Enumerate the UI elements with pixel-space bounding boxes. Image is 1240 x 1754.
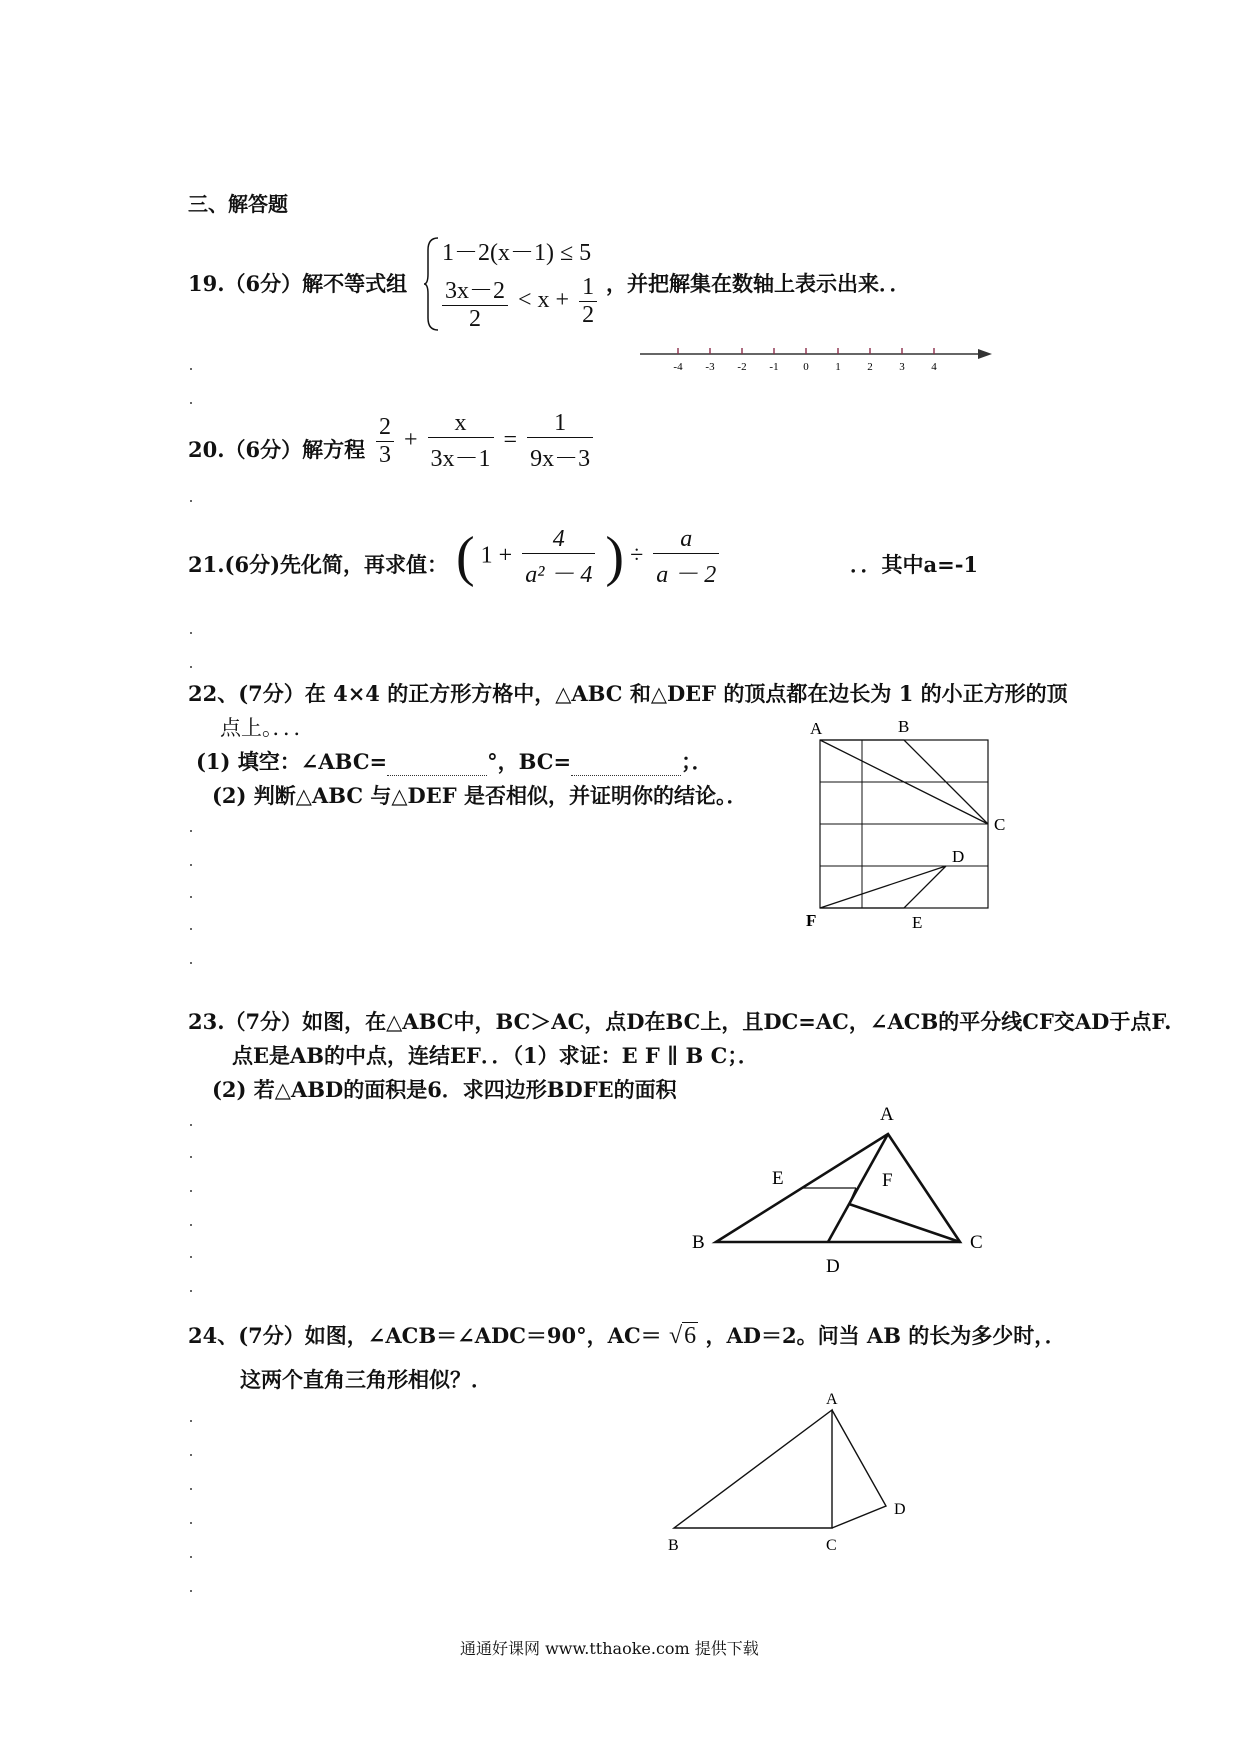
number-line-tick-label: 4	[931, 361, 937, 373]
q22-line-1: 22、(7分）在 4×4 的正方形方格中，△ABC 和△DEF 的顶点都在边长为 1 的小正方形的顶	[188, 681, 1068, 706]
q24-triangle-figure	[650, 1380, 940, 1560]
q22-line-4: (2) 判断△ABC 与△DEF 是否相似，并证明你的结论。．	[212, 783, 748, 808]
margin-dot	[190, 368, 192, 370]
margin-dot	[190, 1256, 192, 1258]
q22-label-E: E	[912, 913, 923, 932]
q20-frac-3: $\frac{1}{9x-3}$	[527, 410, 593, 473]
number-line-tick-label: -3	[705, 361, 715, 373]
margin-dot	[190, 1224, 192, 1226]
q23-line-1: 23.（7分）如图，在△ABC中，BC＞AC，点D在BC上，且DC=AC，∠ACB的平分线CF交AD于点F.	[188, 1009, 1172, 1034]
section-title: 三、解答题	[188, 192, 288, 216]
q22-grid-figure	[800, 720, 1020, 940]
margin-dot	[190, 928, 192, 930]
q22-fill-abc-label: (1) 填空：∠ABC=	[196, 749, 388, 774]
q21-label: 21.(6分)先化简，再求值：	[188, 552, 449, 577]
q22-label-C: C	[994, 815, 1006, 834]
q24-line-1	[188, 1320, 1066, 1350]
q22-label-F: F	[806, 911, 817, 930]
q19-frac-2: $\frac{1}{2}$	[579, 274, 597, 329]
q19-frac-1: $\frac{3x-2}{2}$	[442, 270, 508, 333]
margin-dot	[190, 896, 192, 898]
q19-ineq-2	[438, 270, 601, 333]
q20-equation	[372, 410, 597, 473]
number-line-tick-label: -4	[673, 361, 683, 373]
q21-tail: ．．其中a=-1	[850, 552, 979, 577]
q24-label-C: C	[826, 1537, 837, 1554]
q22-label-D: D	[952, 847, 965, 866]
q21-frac-1: $\frac{4}{\text{a² － 4}}$	[522, 526, 595, 589]
q24-line-2: 这两个直角三角形相似？．	[240, 1367, 492, 1392]
margin-dot	[190, 1590, 192, 1592]
margin-dot	[190, 1420, 192, 1422]
q21-paren-open: (	[456, 526, 475, 588]
margin-dot	[190, 1124, 192, 1126]
q24-text-b: ，AD＝2。问当 AB 的长为多少时，．	[705, 1323, 1066, 1348]
margin-dot	[190, 1156, 192, 1158]
q21-paren-close: )	[605, 526, 625, 588]
q22-label-A: A	[810, 720, 823, 738]
margin-dot	[190, 830, 192, 832]
q19-label: 19.（6分）解不等式组	[188, 271, 408, 296]
q23-line-3: (2) 若△ABD的面积是6．求四边形BDFE的面积	[212, 1077, 677, 1102]
number-line-tick-label: -2	[737, 361, 747, 373]
margin-dot	[190, 402, 192, 404]
q23-line-2: 点E是AB的中点，连结EF．．（1）求证：E F ∥ B C；．	[232, 1043, 759, 1068]
q23-label-A: A	[880, 1104, 894, 1125]
q23-label-C: C	[970, 1232, 983, 1253]
number-line-tick-label: 0	[803, 361, 809, 373]
q22-blank-angle[interactable]	[387, 757, 487, 776]
margin-dot	[190, 1454, 192, 1456]
q22-label-B: B	[898, 720, 910, 736]
margin-dot	[190, 632, 192, 634]
q21-one-plus: 1 +	[480, 542, 513, 569]
q23-label-B: B	[692, 1232, 705, 1253]
q22-line-2: 点上。．．．	[220, 716, 315, 740]
margin-dot	[190, 864, 192, 866]
margin-dot	[190, 666, 192, 668]
q23-triangle-figure	[680, 1090, 1000, 1290]
q19-tail: ，并把解集在数轴上表示出来．．	[606, 271, 911, 296]
margin-dot	[190, 1290, 192, 1292]
q20-eq: =	[503, 427, 518, 454]
q22-fill-bc-label: °，BC=	[487, 749, 572, 774]
number-line-tick-label: 3	[899, 361, 905, 373]
number-line-tick-label: -1	[769, 361, 779, 373]
margin-dot	[190, 500, 192, 502]
margin-dot	[190, 962, 192, 964]
number-line-tick-label: 2	[867, 361, 873, 373]
number-line	[630, 340, 1000, 380]
page-footer: 通通好课网 www.tthaoke.com 提供下载	[460, 1639, 759, 1658]
q24-label-B: B	[668, 1537, 679, 1554]
margin-dot	[190, 1190, 192, 1192]
q22-blank-bc[interactable]	[571, 757, 681, 776]
q21-frac-2: $\frac{a}{a - 2}$	[653, 526, 719, 589]
margin-dot	[190, 1488, 192, 1490]
q22-line-3: (1) 填空：∠ABC= °，BC= ；．	[196, 749, 713, 774]
q23-label-E: E	[772, 1168, 784, 1189]
margin-dot	[190, 1556, 192, 1558]
q24-sqrt: √6	[668, 1323, 697, 1349]
q23-label-D: D	[826, 1256, 840, 1277]
margin-dot	[190, 1522, 192, 1524]
q21-expression	[456, 525, 723, 589]
q24-text-a: 24、(7分）如图，∠ACB＝∠ADC＝90°，AC＝	[188, 1323, 662, 1348]
q24-label-A: A	[826, 1391, 838, 1408]
q19-ineq-1: 1－2(x－1) ≤ 5	[442, 240, 592, 266]
q24-label-D: D	[894, 1501, 906, 1518]
q23-label-F: F	[882, 1170, 893, 1191]
q20-plus: +	[404, 427, 418, 454]
q19-lt: < x +	[518, 287, 570, 314]
q20-frac-1: $\frac{2}{3}$	[376, 414, 394, 469]
number-line-tick-label: 1	[835, 361, 841, 373]
q20-label: 20.（6分）解方程	[188, 437, 366, 462]
q21-div: ÷	[630, 542, 644, 569]
q20-frac-2: $\frac{x}{3x-1}$	[428, 410, 494, 473]
